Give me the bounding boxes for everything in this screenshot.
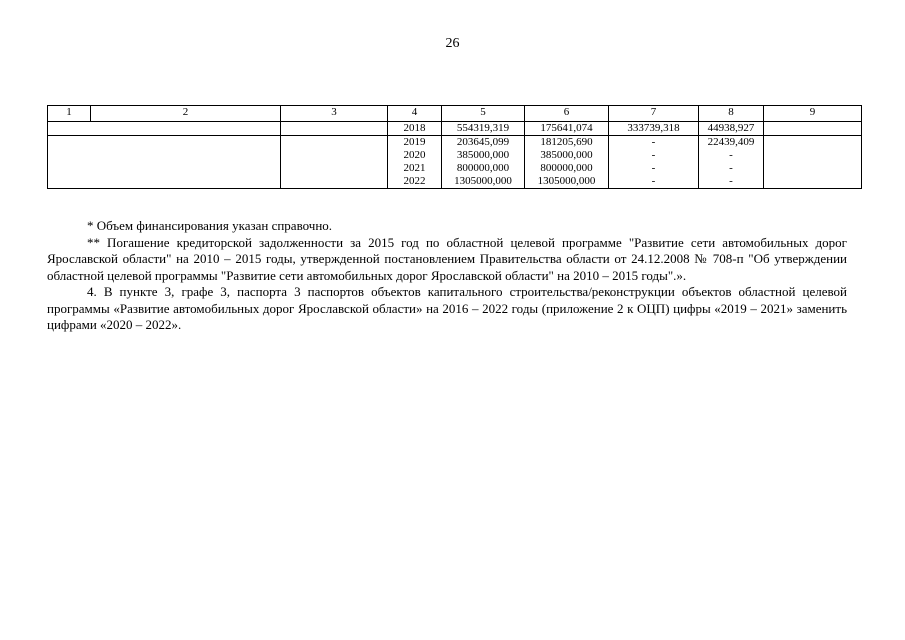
table-row [48, 122, 862, 136]
empty-cell [764, 136, 862, 150]
value-cell: - [609, 149, 699, 162]
value-cell: 1305000,000 [442, 175, 525, 189]
value-cell: - [699, 175, 764, 189]
value-cell: 333739,318 [609, 122, 699, 136]
value-cell: 22439,409 [699, 136, 764, 150]
year-cell: 2021 [388, 162, 442, 175]
column-header: 4 [388, 106, 442, 122]
empty-cell [764, 149, 862, 162]
value-cell: 181205,690 [525, 136, 609, 150]
year-cell: 2018 [388, 122, 442, 136]
footnote-double-asterisk: ** Погашение кредиторской задолженности за 2015 год по областной целевой программе "Развитие сети автомобильных дорог Ярославской области" на 2010 – 2015 годы, утвержденной постановлением Правительства области от 24.12.2008 № 708-п "Об утверждении областной целевой программы "Развитие сети автомобильных дорог Ярославской области" на 2010 – 2015 годы".». [47, 234, 847, 283]
page-number: 26 [445, 36, 460, 51]
empty-cell [281, 122, 388, 136]
value-cell: - [699, 149, 764, 162]
year-cell: 2019 [388, 136, 442, 150]
column-header: 6 [525, 106, 609, 122]
column-header: 1 [48, 106, 91, 122]
value-cell: 385000,000 [525, 149, 609, 162]
year-cell: 2020 [388, 149, 442, 162]
empty-cell [48, 149, 281, 162]
value-cell: 385000,000 [442, 149, 525, 162]
value-cell: 44938,927 [699, 122, 764, 136]
empty-cell [48, 162, 281, 175]
column-header: 9 [764, 106, 862, 122]
empty-cell [48, 122, 281, 136]
value-cell: 800000,000 [442, 162, 525, 175]
empty-cell [281, 149, 388, 162]
value-cell: 800000,000 [525, 162, 609, 175]
empty-cell [764, 162, 862, 175]
value-cell: 203645,099 [442, 136, 525, 150]
empty-cell [48, 136, 281, 150]
table-row [48, 175, 862, 189]
empty-cell [764, 175, 862, 189]
empty-cell [48, 175, 281, 189]
funding-table [47, 105, 862, 189]
amendment-item-4: 4. В пункте 3, графе 3, паспорта 3 паспортов объектов капитального строительства/реконструкции объектов областной целевой программы «Развитие автомобильных дорог Ярославской области» на 2016 – 2022 годы (приложение 2 к ОЦП) цифры «2019 – 2021» заменить цифрами «2020 – 2022». [47, 284, 847, 332]
value-cell: 554319,319 [442, 122, 525, 136]
table-row [48, 162, 862, 175]
column-header: 7 [609, 106, 699, 122]
table-row [48, 149, 862, 162]
empty-cell [764, 122, 862, 136]
column-header: 2 [91, 106, 281, 122]
value-cell: 175641,074 [525, 122, 609, 136]
empty-cell [281, 136, 388, 150]
value-cell: - [609, 175, 699, 189]
notes-section [47, 218, 847, 334]
value-cell: - [609, 136, 699, 150]
value-cell: 1305000,000 [525, 175, 609, 189]
value-cell: - [699, 162, 764, 175]
table-row [48, 136, 862, 150]
column-header: 3 [281, 106, 388, 122]
year-cell: 2022 [388, 175, 442, 189]
value-cell: - [609, 162, 699, 175]
footnote-single-asterisk: * Объем финансирования указан справочно. [87, 218, 333, 233]
empty-cell [281, 175, 388, 189]
column-header: 5 [442, 106, 525, 122]
column-header: 8 [699, 106, 764, 122]
table-header-row [48, 106, 862, 122]
empty-cell [281, 162, 388, 175]
